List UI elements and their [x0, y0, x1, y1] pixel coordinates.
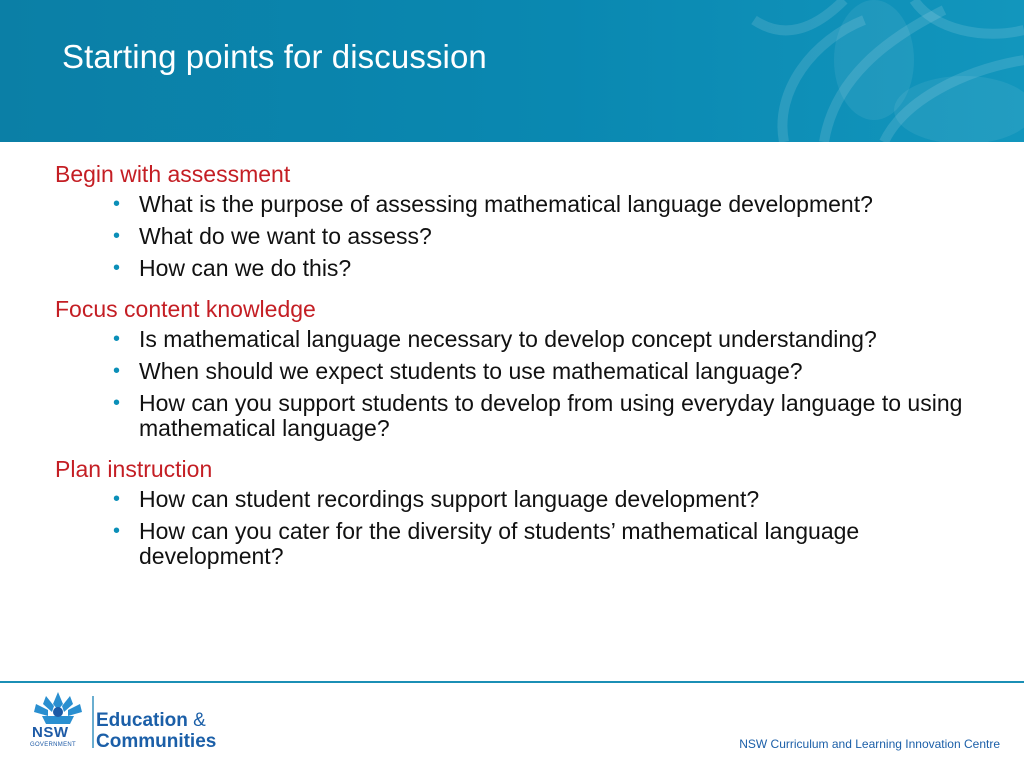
bullet-text: How can you cater for the diversity of students’ mathematical language development? — [139, 518, 860, 569]
bullet-icon: • — [113, 520, 121, 542]
bullet-text: Is mathematical language necessary to develop concept understanding? — [139, 326, 877, 352]
bullet-item — [113, 358, 995, 384]
section-plan-instruction — [55, 455, 995, 569]
nsw-wordmark: NSW — [32, 724, 69, 741]
waratah-logo-icon — [28, 690, 88, 726]
bullet-item — [113, 326, 995, 352]
section-assessment — [55, 160, 995, 281]
slide-title: Starting points for discussion — [62, 38, 487, 75]
section-content-knowledge — [55, 295, 995, 441]
footer-divider — [0, 681, 1024, 683]
bullet-list — [55, 327, 995, 441]
bullet-icon: • — [113, 257, 121, 279]
government-wordmark: GOVERNMENT — [30, 742, 77, 748]
slide-content — [55, 160, 995, 583]
bullet-item — [113, 518, 995, 569]
bullet-text: How can you support students to develop from using everyday language to using mathematical language? — [139, 390, 963, 441]
bullet-icon: • — [113, 360, 121, 382]
bullet-item — [113, 255, 995, 281]
bullet-icon: • — [113, 328, 121, 350]
logo-divider — [92, 696, 94, 748]
bullet-item — [113, 223, 995, 249]
bullet-item — [113, 486, 995, 512]
logo-line-education — [96, 710, 206, 732]
nsw-education-logo — [28, 690, 228, 754]
bullet-icon: • — [113, 488, 121, 510]
bullet-item — [113, 191, 995, 217]
slide-header — [0, 0, 1024, 142]
logo-education-text: Education — [96, 710, 188, 731]
bullet-list — [55, 192, 995, 281]
logo-line-communities: Communities — [96, 731, 217, 752]
waratah-flower-icon — [664, 0, 1024, 142]
bullet-text: How can we do this? — [139, 255, 352, 281]
logo-ampersand: & — [193, 710, 206, 731]
bullet-text: What is the purpose of assessing mathematical language development? — [139, 191, 873, 217]
bullet-text: When should we expect students to use mathematical language? — [139, 358, 803, 384]
bullet-icon: • — [113, 225, 121, 247]
bullet-icon: • — [113, 193, 121, 215]
section-heading: Plan instruction — [55, 456, 213, 482]
footer-credit: NSW Curriculum and Learning Innovation Centre — [739, 737, 1000, 751]
section-heading: Focus content knowledge — [55, 296, 316, 322]
bullet-item — [113, 390, 995, 441]
bullet-text: What do we want to assess? — [139, 223, 432, 249]
bullet-icon: • — [113, 392, 121, 414]
section-heading: Begin with assessment — [55, 161, 291, 187]
bullet-text: How can student recordings support language development? — [139, 486, 760, 512]
bullet-list — [55, 487, 995, 569]
